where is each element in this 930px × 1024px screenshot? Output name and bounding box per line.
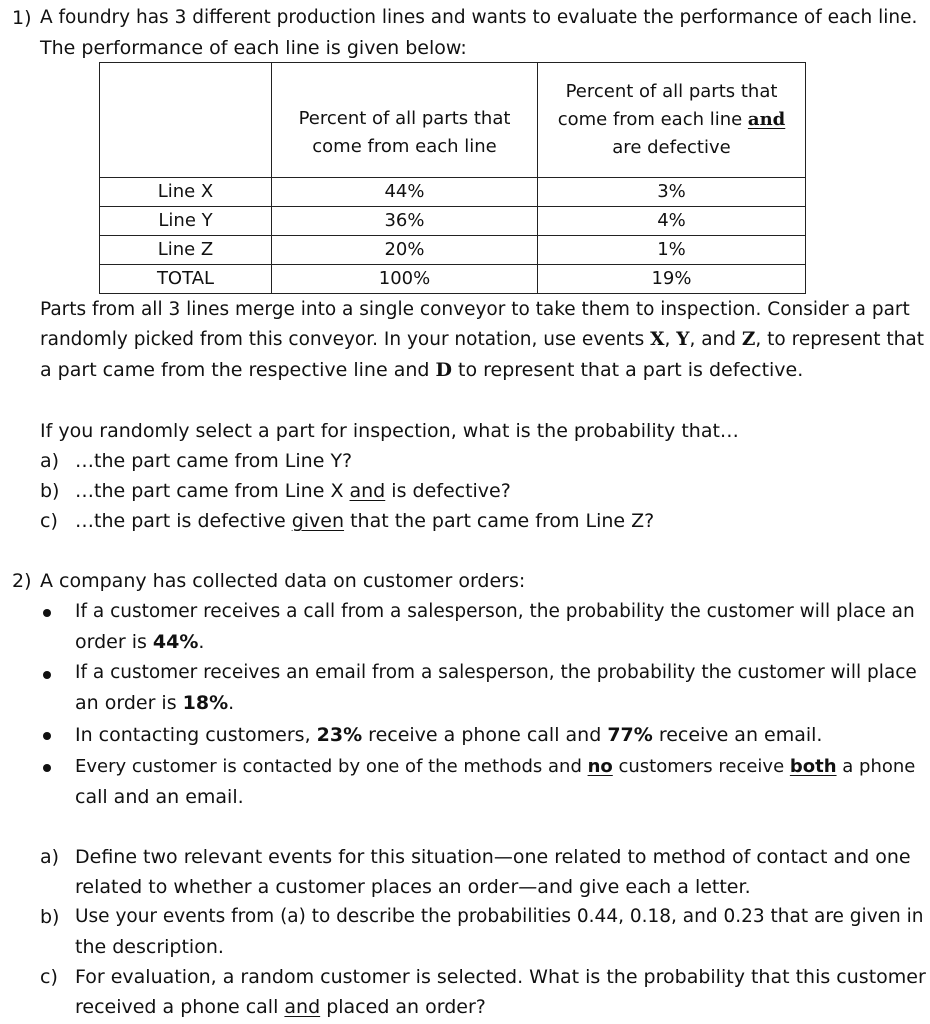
- text: receive a phone call and: [362, 724, 608, 746]
- q2-bullet2-line2: [75, 692, 234, 714]
- q2c-label: c): [40, 966, 58, 988]
- text: ,: [664, 329, 677, 350]
- text: , to represent that: [755, 329, 924, 350]
- table-row: [100, 178, 806, 207]
- q2-number: 2): [12, 570, 32, 592]
- row-defective: 19%: [538, 265, 806, 294]
- q1a-label: a): [40, 450, 60, 472]
- text: received a phone call: [75, 996, 285, 1018]
- performance-table: [99, 62, 806, 294]
- text: customers receive: [612, 756, 790, 777]
- header-line: are defective: [612, 137, 731, 158]
- bullet-icon: [43, 732, 51, 740]
- q2a-line1: Define two relevant events for this situation—one related to method of contact and one: [75, 846, 911, 868]
- q1b-text: [75, 480, 511, 502]
- percent-bold: 23%: [316, 724, 363, 746]
- q2-bullet1-line1: If a customer receives a call from a salesperson, the probability the customer will place an: [75, 601, 915, 622]
- q1b-label: b): [40, 480, 60, 502]
- q2-bullet4-line1: [75, 756, 915, 777]
- underlined-given: given: [291, 510, 345, 532]
- q2c-line2: [75, 996, 486, 1018]
- q2-bullet4-line2: call and an email.: [75, 786, 244, 808]
- table-header-row: [100, 63, 806, 178]
- text: Every customer is contacted by one of the methods and: [75, 756, 588, 777]
- text: In contacting customers,: [75, 724, 317, 746]
- q2-intro: A company has collected data on customer orders:: [40, 570, 526, 592]
- row-defective: 1%: [538, 236, 806, 265]
- q2b-line2: the description.: [75, 936, 224, 958]
- q1-para-line1: Parts from all 3 lines merge into a single conveyor to take them to inspection. Consider a part: [40, 299, 910, 320]
- header-line: Percent of all parts that: [298, 108, 511, 129]
- text: a phone: [836, 756, 916, 777]
- text: …the part came from Line X: [75, 480, 350, 502]
- underlined-no: no: [587, 756, 613, 777]
- row-label: Line Y: [100, 207, 272, 236]
- q2b-label: b): [40, 906, 60, 928]
- table-header-percent-parts: [272, 63, 538, 178]
- row-percent: 100%: [272, 265, 538, 294]
- q2a-label: a): [40, 846, 60, 868]
- q1-para-line3: [40, 359, 803, 381]
- row-label: Line X: [100, 178, 272, 207]
- q1a-text: …the part came from Line Y?: [75, 450, 353, 472]
- q2b-line1: Use your events from (a) to describe the probabilities 0.44, 0.18, and 0.23 that are given in: [75, 906, 924, 927]
- q2-bullet1-line2: [75, 631, 204, 653]
- header-line: come from each line: [312, 136, 497, 157]
- q2a-line2: related to whether a customer places an order—and give each a letter.: [75, 876, 751, 898]
- row-percent: 20%: [272, 236, 538, 265]
- q1-para-line2: [40, 329, 924, 350]
- table-row-total: [100, 265, 806, 294]
- q1-question-intro: If you randomly select a part for inspection, what is the probability that…: [40, 420, 739, 442]
- underlined-and: and: [284, 996, 321, 1018]
- percent-bold: 44%: [152, 631, 199, 653]
- row-defective: 4%: [538, 207, 806, 236]
- row-defective: 3%: [538, 178, 806, 207]
- row-label: Line Z: [100, 236, 272, 265]
- row-label: TOTAL: [100, 265, 272, 294]
- header-and: and: [747, 109, 786, 130]
- text: is defective?: [385, 480, 511, 502]
- text: that the part came from Line Z?: [344, 510, 655, 532]
- text: …the part is defective: [75, 510, 292, 532]
- text: order is: [75, 631, 153, 653]
- table-row: [100, 236, 806, 265]
- header-line: [538, 106, 805, 134]
- q1-intro-line1: A foundry has 3 different production lines and wants to evaluate the performance of each line.: [40, 7, 918, 28]
- row-percent: 36%: [272, 207, 538, 236]
- q2-bullet3: [75, 724, 822, 746]
- event-x: X: [650, 329, 665, 350]
- event-d: D: [435, 359, 452, 381]
- header-text: come from each line: [557, 109, 748, 130]
- text: placed an order?: [320, 996, 486, 1018]
- text: .: [228, 692, 235, 714]
- q2c-line1: For evaluation, a random customer is selected. What is the probability that this customer: [75, 966, 926, 988]
- q1c-text: [75, 510, 654, 532]
- q1-intro-line2: The performance of each line is given below:: [40, 37, 467, 59]
- bullet-icon: [43, 609, 51, 617]
- q2-bullet2-line1: If a customer receives an email from a salesperson, the probability the customer will place: [75, 662, 917, 683]
- percent-bold: 18%: [182, 692, 229, 714]
- percent-bold: 77%: [607, 724, 653, 746]
- header-line: Percent of all parts that: [565, 81, 778, 102]
- text: an order is: [75, 692, 183, 714]
- table-header-empty: [100, 63, 272, 178]
- text: .: [198, 631, 205, 653]
- q1c-label: c): [40, 510, 58, 532]
- text: a part came from the respective line and: [40, 359, 436, 381]
- row-percent: 44%: [272, 178, 538, 207]
- table-row: [100, 207, 806, 236]
- text: randomly picked from this conveyor. In your notation, use events: [40, 329, 651, 350]
- bullet-icon: [43, 764, 51, 772]
- bullet-icon: [43, 671, 51, 679]
- q1-number: 1): [12, 7, 32, 29]
- text: receive an email.: [652, 724, 823, 746]
- text: , and: [689, 329, 742, 350]
- table-header-percent-defective: [538, 63, 806, 178]
- text: to represent that a part is defective.: [451, 359, 804, 381]
- event-z: Z: [741, 329, 756, 350]
- underlined-both: both: [789, 756, 837, 777]
- underlined-and: and: [349, 480, 386, 502]
- event-y: Y: [676, 329, 690, 350]
